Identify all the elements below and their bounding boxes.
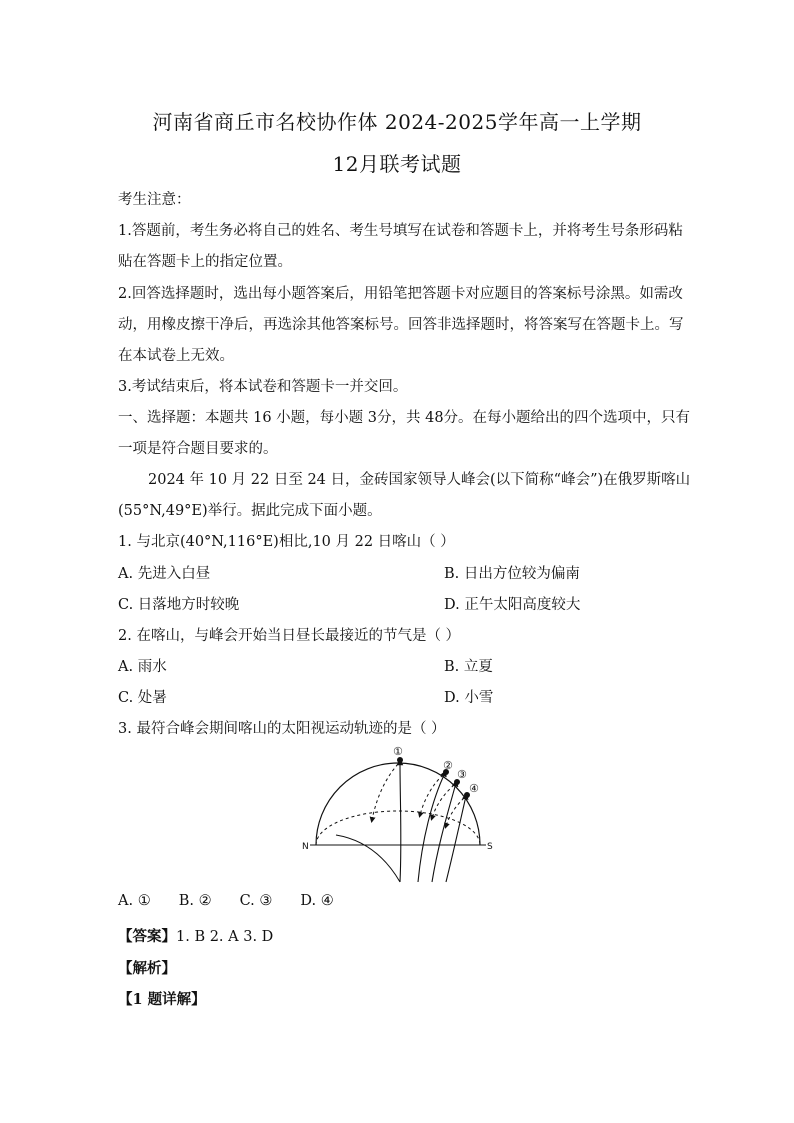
marker-1: ①: [393, 745, 403, 758]
section-1-line-1: 一、选择题：本题共 16 小题，每小题 3分，共 48分。在每小题给出的四个选项中，只有: [118, 410, 691, 426]
label-s: S: [487, 842, 493, 852]
marker-2: ②: [443, 759, 453, 772]
title-line-2: 12月联考试题: [332, 152, 462, 176]
passage-line-1: 2024 年 10 月 22 日至 24 日，金砖国家领导人峰会(以下简称“峰会”)在俄罗斯喀山: [148, 472, 691, 488]
section-1-line-2: 一项是符合题目要求的。: [118, 441, 278, 457]
question-2-option-a: A. 雨水: [118, 659, 167, 675]
question-3-stem: 3. 最符合峰会期间喀山的太阳视运动轨迹的是（ ）: [118, 721, 446, 737]
question-1-option-d: D. 正午太阳高度较大: [444, 597, 581, 613]
sun-path-west: [336, 835, 400, 882]
sun-path-4-set: [446, 798, 464, 826]
sun-path-svg: [296, 740, 501, 890]
notice-item-2-line-2: 动，用橡皮擦干净后，再选涂其他答案标号。回答非选择题时，将答案写在答题卡上。写: [118, 317, 684, 333]
notice-item-3: 3.考试结束后，将本试卷和答题卡一并交回。: [118, 379, 408, 395]
notice-item-1-line-1: 1.答题前，考生务必将自己的姓名、考生号填写在试卷和答题卡上，并将考生号条形码粘: [118, 223, 683, 239]
sun-path-1: [400, 762, 401, 882]
question-1-option-a: A. 先进入白昼: [118, 566, 211, 582]
question-2-option-b: B. 立夏: [444, 659, 493, 675]
question-3-option-a: A. ①: [118, 893, 151, 909]
question-3-option-d: D. ④: [300, 893, 334, 909]
answer-line: [118, 925, 273, 946]
marker-3: ③: [457, 768, 467, 781]
notice-item-2-line-1: 2.回答选择题时，选出每小题答案后，用铅笔把答题卡对应题目的答案标号涂黑。如需改: [118, 286, 683, 302]
sun-path-diagram: [296, 740, 501, 890]
notice-item-2-line-3: 在本试卷上无效。: [118, 348, 234, 364]
notice-item-1-line-2: 贴在答题卡上的指定位置。: [118, 254, 292, 270]
question-1-stem: 1. 与北京(40°N,116°E)相比,10 月 22 日喀山（ ）: [118, 534, 455, 550]
question-3-option-c: C. ③: [239, 893, 273, 909]
analysis-heading: 【解析】: [118, 960, 176, 977]
notice-heading: 考生注意：: [118, 192, 191, 208]
question-1-option-b: B. 日出方位较为偏南: [444, 566, 580, 582]
question-3-options: [118, 893, 362, 909]
passage-line-2: (55°N,49°E)举行。据此完成下面小题。: [118, 503, 382, 519]
title-line-1: 河南省商丘市名校协作体 2024-2025学年高一上学期: [152, 110, 642, 134]
horizon-back: [316, 811, 480, 845]
question-2-option-c: C. 处暑: [118, 690, 167, 706]
question-3-option-b: B. ②: [178, 893, 212, 909]
question-2-stem: 2. 在喀山，与峰会开始当日昼长最接近的节气是（ ）: [118, 628, 461, 644]
marker-4: ④: [469, 782, 479, 795]
question-1-option-c: C. 日落地方时较晚: [118, 597, 240, 613]
detail-1-heading: 【1 题详解】: [118, 991, 206, 1008]
answer-value: 1. B 2. A 3. D: [176, 929, 274, 945]
label-n: N: [302, 842, 309, 852]
sun-path-1-set: [372, 764, 398, 820]
question-2-option-d: D. 小雪: [444, 690, 494, 706]
dome-outline: [316, 763, 480, 845]
answer-label: 【答案】: [118, 928, 176, 945]
